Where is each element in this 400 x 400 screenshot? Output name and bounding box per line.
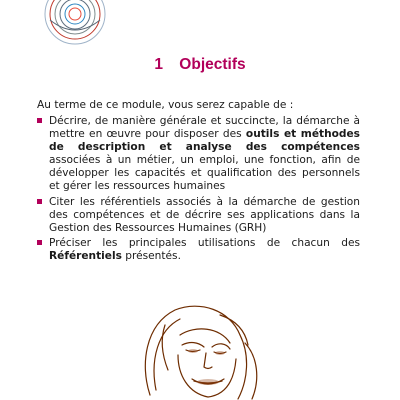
bullet-icon [37,240,42,245]
objective-text: associées à un métier, un emploi, une fonction, afin de développer les capacités et qualification des personnels et gérer les ressources humaines [49,154,360,193]
objective-item [37,196,360,235]
objective-text: Préciser les principales utilisations de chacun des [49,236,360,249]
section-number: 1 [154,56,163,73]
objective-text: présentés. [121,249,181,262]
section-title: Objectifs [179,56,246,73]
section-heading [0,56,400,74]
spiral-logo-icon [40,0,110,48]
woman-portrait-sketch [120,295,270,400]
objective-text: Citer les référentiels associés à la démarche de gestion des compétences et de décrire ses applications dans la Gestion des Ressources Humaines (GRH) [49,195,360,234]
objective-bold-text: outils et méthodes de description et analyse des compétences [49,128,360,154]
objective-bold-text: Référentiels [49,249,122,262]
objective-text: Décrire, de manière générale et succincte, la démarche à mettre en œuvre pour disposer des [49,115,360,141]
intro-text: Au terme de ce module, vous serez capable de : [37,99,294,111]
objective-item [37,115,360,194]
bullet-icon [37,118,42,123]
objectives-list [37,115,360,265]
objective-item [37,237,360,263]
bullet-icon [37,199,42,204]
